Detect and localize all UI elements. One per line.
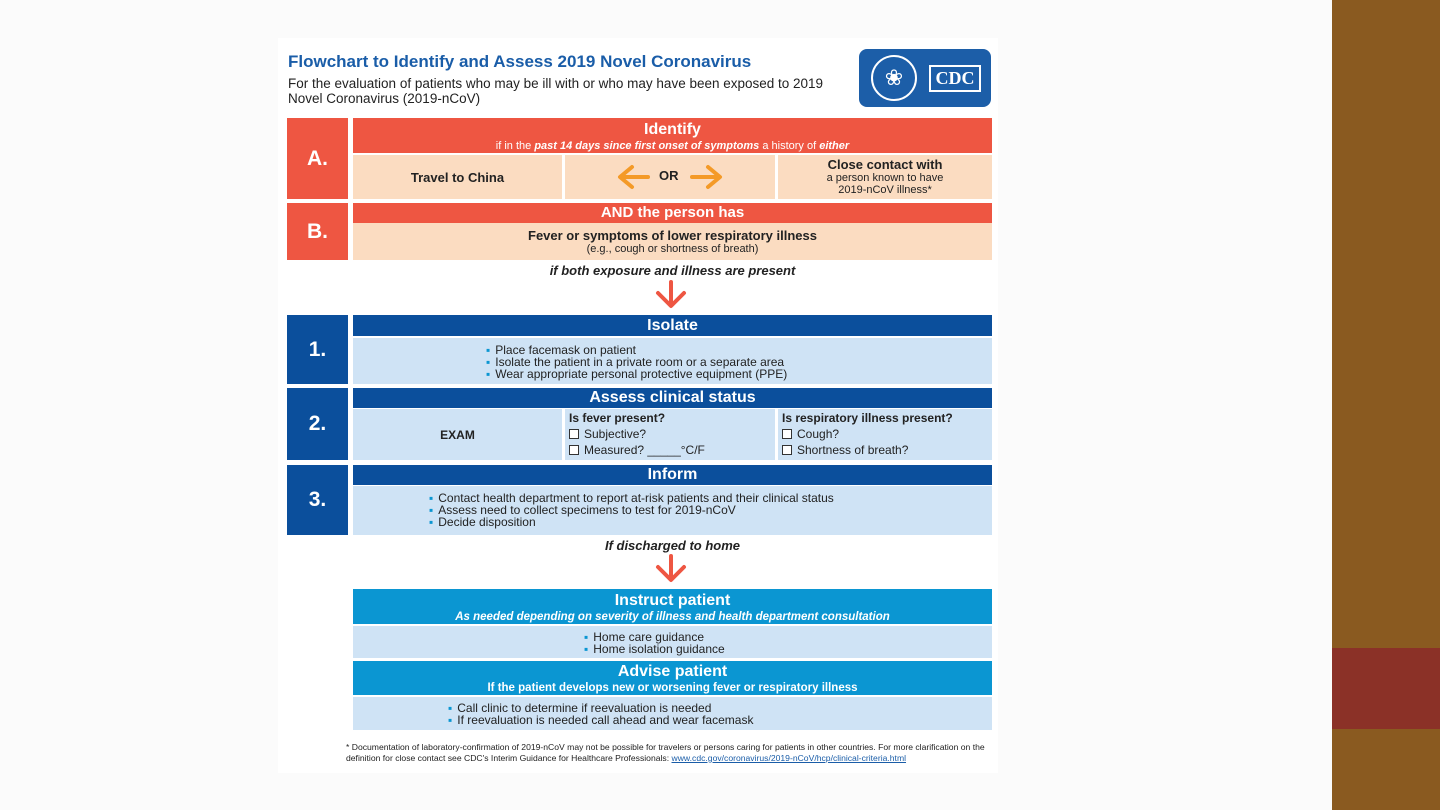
fever-measured <box>569 443 705 457</box>
resp-breath-label: Shortness of breath? <box>797 443 909 457</box>
advise-list <box>448 702 753 726</box>
section-b-body-title: Fever or symptoms of lower respiratory illness <box>528 227 817 243</box>
section-a-title: Identify <box>644 121 701 138</box>
respiratory-question: Is respiratory illness present? <box>782 411 953 425</box>
breath-checkbox[interactable] <box>782 445 792 455</box>
resp-breath <box>782 443 908 457</box>
respiratory-cell <box>778 409 992 460</box>
section-1-label: 1. <box>287 315 348 384</box>
subjective-checkbox[interactable] <box>569 429 579 439</box>
section-a-sub-pre: if in the <box>495 140 535 152</box>
cough-checkbox[interactable] <box>782 429 792 439</box>
page-subtitle: For the evaluation of patients who may be ill with or who may have been exposed to 2019 Novel Coronavirus (2019-nCoV) <box>288 76 824 106</box>
section-2-header: Assess clinical status <box>353 388 992 408</box>
list-item: ▪ Assess need to collect specimens to test for 2019-nCoV <box>429 504 834 516</box>
down-arrow-icon <box>653 280 689 310</box>
section-b-header: AND the person has <box>353 203 992 223</box>
page-title: Flowchart to Identify and Assess 2019 Novel Coronavirus <box>288 52 752 71</box>
advise-title: Advise patient <box>617 663 728 680</box>
section-3-header: Inform <box>353 465 992 485</box>
instruct-body <box>353 626 992 658</box>
inform-list <box>429 492 834 528</box>
section-a-subtitle <box>353 140 992 152</box>
or-connector <box>565 155 775 199</box>
exam-label: EXAM <box>353 409 562 460</box>
list-item: ▪ If reevaluation is needed call ahead and wear facemask <box>448 714 753 726</box>
section-a-header <box>353 118 992 153</box>
close-contact-line2: 2019-nCoV illness* <box>838 184 932 196</box>
footnote <box>346 742 986 763</box>
fever-subjective <box>569 427 646 441</box>
list-item: ▪ Isolate the patient in a private room or a separate area <box>486 356 787 368</box>
advise-body <box>353 697 992 730</box>
isolate-list <box>486 344 787 380</box>
clinical-criteria-link[interactable]: www.cdc.gov/coronavirus/2019-nCoV/hcp/clinical-criteria.html <box>671 752 907 763</box>
close-contact-line1: a person known to have <box>826 172 944 184</box>
section-1-body <box>353 338 992 384</box>
or-label: OR <box>659 168 679 183</box>
fever-question: Is fever present? <box>569 411 666 425</box>
hhs-eagle-icon: ❀ <box>871 55 917 101</box>
section-3-label: 3. <box>287 465 348 535</box>
list-item: ▪ Decide disposition <box>429 516 834 528</box>
section-b-body-sub: (e.g., cough or shortness of breath) <box>586 242 759 255</box>
travel-option: Travel to China <box>353 155 562 199</box>
list-item: ▪ Wear appropriate personal protective equipment (PPE) <box>486 368 787 380</box>
list-item: ▪ Home care guidance <box>584 631 725 643</box>
section-1-header: Isolate <box>353 315 992 336</box>
section-2-label: 2. <box>287 388 348 460</box>
slide-side-accent <box>1332 648 1440 729</box>
section-b-body <box>353 223 992 260</box>
resp-cough-label: Cough? <box>797 427 840 441</box>
list-item: ▪ Home isolation guidance <box>584 643 725 655</box>
section-a-sub-em: past 14 days since first onset of symptoms <box>534 140 760 152</box>
cdc-logo <box>859 49 991 107</box>
section-a-sub-em2: either <box>819 140 850 152</box>
measured-checkbox[interactable] <box>569 445 579 455</box>
down-arrow-icon <box>653 554 689 584</box>
section-b-label: B. <box>287 203 348 260</box>
condition-both-present: if both exposure and illness are present <box>549 263 796 278</box>
fever-subjective-label: Subjective? <box>584 427 647 441</box>
section-a-sub-mid: a history of <box>759 140 820 152</box>
footnote-text: * Documentation of laboratory-confirmation of 2019-nCoV may not be possible for travelers or persons caring for patients in other countries. For more clarification on the definition for close contact see CDC's Interim Guidance for Healthcare Professionals: <box>346 742 985 763</box>
instruct-list <box>584 631 725 655</box>
fever-cell <box>565 409 775 460</box>
condition-discharged: If discharged to home <box>604 538 741 553</box>
list-item: ▪ Contact health department to report at-risk patients and their clinical status <box>429 492 834 504</box>
close-contact-title: Close contact with <box>827 157 943 172</box>
fever-measured-label: Measured? _____°C/F <box>584 443 705 457</box>
section-3-body <box>353 486 992 535</box>
cdc-wordmark: CDC <box>929 65 981 92</box>
list-item: ▪ Call clinic to determine if reevaluation is needed <box>448 702 753 714</box>
instruct-title: Instruct patient <box>614 592 731 609</box>
section-a-label: A. <box>287 118 348 199</box>
advise-subtitle: If the patient develops new or worsening fever or respiratory illness <box>487 682 858 694</box>
advise-header <box>353 661 992 695</box>
close-contact-option <box>778 155 992 199</box>
resp-cough <box>782 427 839 441</box>
instruct-subtitle: As needed depending on severity of illness and health department consultation <box>455 611 890 623</box>
list-item: ▪ Place facemask on patient <box>486 344 787 356</box>
instruct-header <box>353 589 992 624</box>
